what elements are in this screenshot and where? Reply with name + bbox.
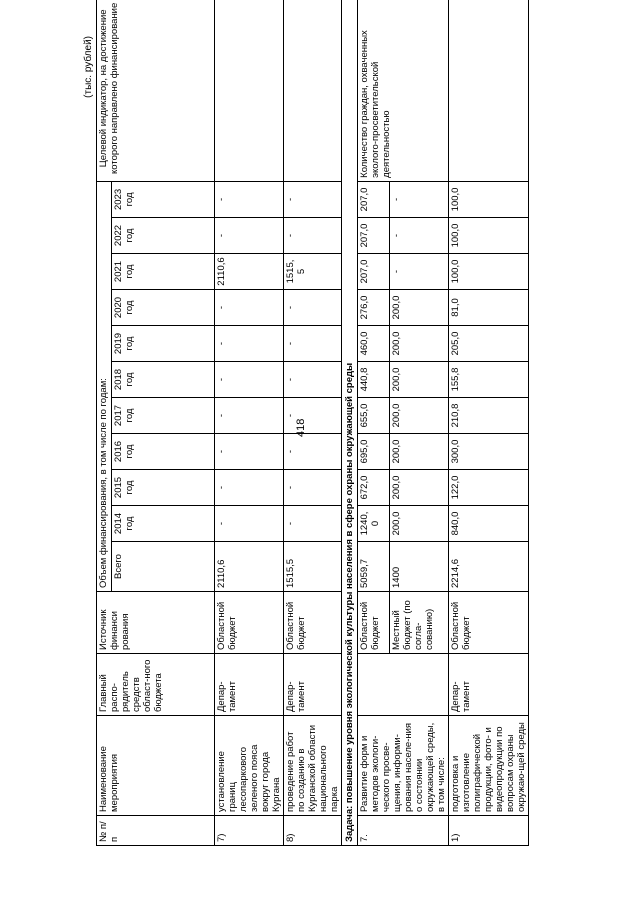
header-volume-group: Объем финансирования, в том числе по годам: — [97, 181, 112, 591]
header-year: 2014 год — [112, 506, 215, 542]
cell-year: 440,8 — [358, 362, 390, 398]
cell-year: 207,0 — [358, 181, 390, 217]
cell-year: 695,0 — [358, 434, 390, 470]
cell-total: 5059,7 — [358, 542, 390, 592]
cell-admin: Депар-тамент — [215, 654, 284, 716]
cell-year: - — [284, 470, 342, 506]
header-name: Наименование мероприятия — [97, 716, 215, 816]
cell-year: - — [284, 434, 342, 470]
table-row — [215, 0, 284, 846]
cell-source: Областной бюджет — [215, 592, 284, 654]
cell-num: 8) — [284, 816, 342, 846]
cell-year: 840,0 — [449, 506, 529, 542]
cell-year: - — [284, 290, 342, 326]
cell-year: - — [284, 362, 342, 398]
cell-year: 100,0 — [449, 254, 529, 290]
cell-year: - — [389, 218, 448, 254]
cell-year: 81,0 — [449, 290, 529, 326]
cell-total: 1515,5 — [284, 542, 342, 592]
header-year: 2018 год — [112, 362, 215, 398]
cell-source: Областной бюджет — [284, 592, 342, 654]
header-total: Всего — [112, 542, 215, 592]
cell-year: 300,0 — [449, 434, 529, 470]
cell-year: 100,0 — [449, 218, 529, 254]
cell-total: 1400 — [389, 542, 448, 592]
cell-year: 122,0 — [449, 470, 529, 506]
cell-name: Развитие форм и методов экологи-ческого просве-щения, информи-рования населе-ния о состоянии окружающей среды, в том числе: — [358, 716, 449, 816]
header-year: 2017 год — [112, 398, 215, 434]
cell-year: 672,0 — [358, 470, 390, 506]
cell-name: проведение работ по созданию в Курганской области национального парка — [284, 716, 342, 816]
header-source: Источник финанси рования — [97, 592, 215, 654]
cell-year: 1240,0 — [358, 506, 390, 542]
cell-year: - — [284, 326, 342, 362]
cell-indicator: Количество граждан, охваченных эколого-просветительской деятельностью — [358, 0, 449, 181]
header-admin: Главный распо-рядитель средств област-ного бюджета — [97, 654, 215, 716]
rotated-page-content — [83, 2, 638, 846]
cell-total: 2110,6 — [215, 542, 284, 592]
financing-table — [96, 0, 529, 846]
cell-year: - — [284, 181, 342, 217]
cell-admin: Депар-тамент — [284, 654, 342, 716]
header-year: 2023 год — [112, 181, 215, 217]
cell-year: 200,0 — [389, 326, 448, 362]
cell-year: 460,0 — [358, 326, 390, 362]
cell-year: 276,0 — [358, 290, 390, 326]
cell-year: 155,8 — [449, 362, 529, 398]
header-indicator: Целевой индикатор, на достижение которого направлено финансирование — [97, 0, 215, 181]
cell-admin: Депар-тамент — [449, 654, 529, 716]
section-row — [342, 0, 358, 846]
cell-year: - — [215, 218, 284, 254]
units-label: (тыс. рублей) — [83, 36, 94, 98]
cell-year: - — [215, 326, 284, 362]
cell-source: Областной бюджет — [449, 592, 529, 654]
cell-year: - — [215, 181, 284, 217]
cell-year: - — [284, 506, 342, 542]
cell-year: 2110,6 — [215, 254, 284, 290]
section-title: Задача: повышение уровня экологической культуры населения в сфере охраны окружающей среды — [342, 0, 358, 846]
header-year: 2019 год — [112, 326, 215, 362]
cell-year: - — [284, 398, 342, 434]
header-year: 2016 год — [112, 434, 215, 470]
cell-year: - — [215, 398, 284, 434]
cell-year: 655,0 — [358, 398, 390, 434]
header-year: 2015 год — [112, 470, 215, 506]
header-num: № п/п — [97, 816, 215, 846]
cell-year: - — [389, 254, 448, 290]
cell-indicator — [449, 0, 529, 181]
cell-num: 1) — [449, 816, 529, 846]
cell-year: 200,0 — [389, 290, 448, 326]
cell-indicator — [215, 0, 284, 181]
header-year: 2020 год — [112, 290, 215, 326]
cell-year: 205,0 — [449, 326, 529, 362]
page-number: 418 — [295, 418, 307, 437]
cell-year: 200,0 — [389, 362, 448, 398]
cell-name: установление границ лесопаркового зеленого пояса вокруг города Кургана — [215, 716, 284, 816]
cell-total: 2214,6 — [449, 542, 529, 592]
cell-year: - — [215, 434, 284, 470]
cell-year: 1515,5 — [284, 254, 342, 290]
table-row — [284, 0, 342, 846]
cell-year: 100,0 — [449, 181, 529, 217]
cell-source: Местный бюджет (по согла-сованию) — [389, 592, 448, 654]
cell-year: 207,0 — [358, 254, 390, 290]
cell-year: - — [215, 470, 284, 506]
cell-year: - — [215, 290, 284, 326]
table-row — [358, 0, 390, 846]
cell-year: 207,0 — [358, 218, 390, 254]
cell-year: 210,8 — [449, 398, 529, 434]
table-row — [449, 0, 529, 846]
header-year: 2021 год — [112, 254, 215, 290]
cell-year: - — [215, 362, 284, 398]
cell-admin — [358, 654, 449, 716]
header-year: 2022 год — [112, 218, 215, 254]
cell-num: 7) — [215, 816, 284, 846]
cell-source: Областной бюджет — [358, 592, 390, 654]
cell-num: 7. — [358, 816, 449, 846]
cell-year: - — [389, 181, 448, 217]
cell-year: 200,0 — [389, 398, 448, 434]
cell-year: 200,0 — [389, 434, 448, 470]
cell-year: - — [215, 506, 284, 542]
cell-year: - — [284, 218, 342, 254]
cell-indicator — [284, 0, 342, 181]
cell-year: 200,0 — [389, 470, 448, 506]
cell-name: подготовка и изготовление полиграфической продукции, фото- и видеопродукции по вопросам охраны окружаю-щей среды — [449, 716, 529, 816]
cell-year: 200,0 — [389, 506, 448, 542]
